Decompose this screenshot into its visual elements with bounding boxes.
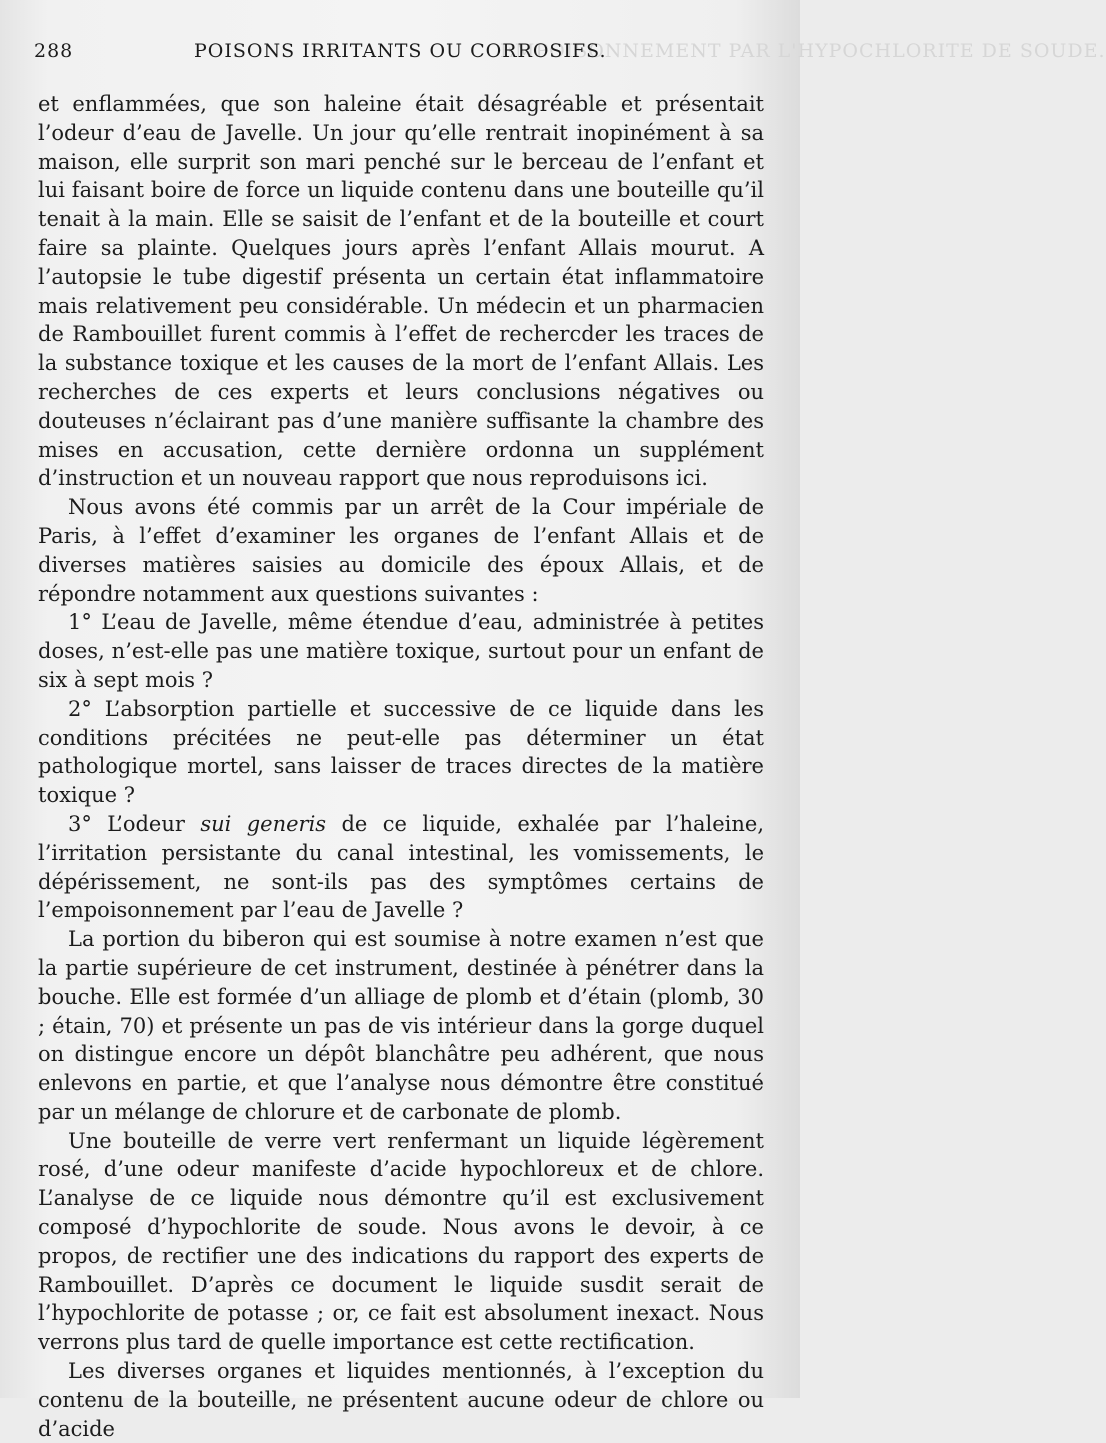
paragraph: Les diverses organes et liquides mentionnés, à l’exception du contenu de la bouteille, ne présentent aucune odeur de chlore ou d’acide (38, 1359, 764, 1441)
question-1: 1° L’eau de Javelle, même étendue d’eau, administrée à petites doses, n’est-elle pas une matière toxique, surtout pour un enfant de six à sept mois ? (38, 610, 764, 692)
running-head: POISONS IRRITANTS OU CORROSIFS. (194, 40, 607, 62)
paragraph: La portion du biberon qui est soumise à notre examen n’est que la partie supérieure de cet instrument, destinée à pénétrer dans la bouche. Elle est formée d’un alliage de plomb et d’étain (plomb, 30 ; étain, 70) et présente un pas de vis intérieur dans la gorge duquel on distingue encore un dépôt blanchâtre peu adhérent, que nous enlevons en partie, et que l’analyse nous démontre être constitué par un mélange de chlorure et de carbonate de plomb. (38, 927, 764, 1124)
paragraph: et enflammées, que son haleine était désagréable et présentait l’odeur d’eau de Javelle. Un jour qu’elle rentrait inopinément à sa maison, elle surprit son mari penché sur le berceau de l’enfant et lui faisant boire de force un liquide contenu dans une bouteille qu’il tenait à la main. Elle se saisit de l’enfant et de la bouteille et court faire sa plainte. Quelques jours après l’enfant Allais mourut. A l’autopsie le tube digestif présenta un certain état inflammatoire mais relativement peu considérable. Un médecin et un pharmacien de Rambouillet furent commis à l’effet de rechercder les traces de la substance toxique et les causes de la mort de l’enfant Allais. Les recherches de ces experts et leurs conclusions négatives ou douteuses n’éclairant pas d’une manière suffisante la chambre des mises en accusation, cette dernière ordonna un supplément d’instruction et un nouveau rapport que nous reproduisons ici. (38, 92, 764, 491)
question-3-after: de ce liquide, exhalée par l’haleine, l’irritation persistante du canal intestinal, les vomissements, le dépérissement, ne sont-ils pas des symptômes certains de l’empoisonnement par l’eau de Javelle ? (38, 811, 764, 923)
question-3 (38, 810, 764, 925)
paragraph: Une bouteille de verre vert renfermant un liquide légèrement rosé, d’une odeur manifeste d’acide hypochloreux et de chlore. L’analyse de ce liquide nous démontre qu’il est exclusivement composé d’hypochlorite de soude. Nous avons le devoir, à ce propos, de rectifier une des indications du rapport des experts de Rambouillet. D’après ce document le liquide susdit serait de l’hypochlorite de potasse ; or, ce fait est absolument inexact. Nous verrons plus tard de quelle importance est cette rectification. (38, 1128, 764, 1355)
question-3-before: 3° L’odeur (68, 811, 201, 836)
italic-latin-phrase: sui generis (200, 811, 327, 836)
question-2: 2° L’absorption partielle et successive de ce liquide dans les conditions précitées ne peut-elle pas déterminer un état pathologique mortel, sans laisser de traces directes de la matière toxique ? (38, 696, 764, 808)
paragraph: Nous avons été commis par un arrêt de la Cour impériale de Paris, à l’effet d’examiner les organes de l’enfant Allais et de diverses matières saisies au domicile des époux Allais, et de répondre notamment aux questions suivantes : (38, 495, 764, 606)
page-header (30, 40, 1106, 74)
bleed-through-text: EMPOISONNEMENT PAR L'HYPOCHLORITE DE SOUDE. (500, 40, 1106, 62)
body-text (38, 90, 764, 1443)
page-number: 288 (34, 40, 74, 62)
